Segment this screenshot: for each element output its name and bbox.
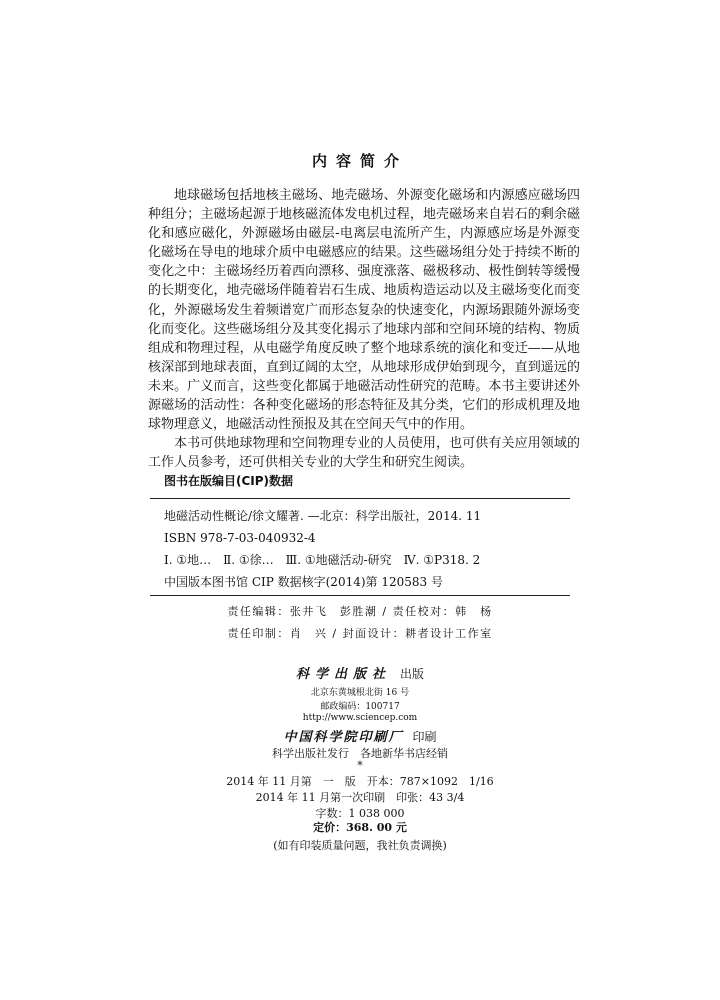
intro-paragraph: 地球磁场包括地核主磁场、地壳磁场、外源变化磁场和内源感应磁场四种组分；主磁场起源于地核磁流体发电机过程，地壳磁场来自岩石的剩余磁化和感应磁化，外源磁场由磁层-电离层电流所产生，内源感应场是外源变化磁场在导电的地球介质中电磁感应的结果。这些磁场组分处于持续不断的变化之中：主磁场经历着西向漂移、强度涨落、磁极移动、极性倒转等缓慢的长期变化，地壳磁场伴随着岩石生成、地质构造运动以及主磁场变化而变化，外源磁场发生着频谱宽广而形态复杂的快速变化，内源场跟随外源场变化而变化。这些磁场组分及其变化揭示了地球内部和空间环境的结构、物质组成和物理过程，从电磁学角度反映了整个地球系统的演化和变迁——从地核深部到地球表面，直到辽阔的太空，从地球形成伊始到现今，直到遥远的未来。广义而言，这些变化都属于地磁活动性研究的范畴。本书主要讲述外源磁场的活动性：各种变化磁场的形态特征及其分类，它们的形成机理及地球物理意义，地磁活动性预报及其在空间天气中的作用。: [148, 188, 580, 433]
cip-title: 图书在版编目(CIP)数据: [150, 470, 570, 499]
production-credits: 责任印制：肖 兴 / 封面设计：耕者设计工作室: [227, 627, 493, 640]
editor-credits: 责任编辑：张井飞 彭胜潮 / 责任校对：韩 杨: [227, 605, 493, 618]
separator-star: *: [357, 759, 363, 772]
word-count: 字数：1 038 000: [315, 807, 405, 820]
cip-data-block: [150, 470, 570, 596]
publisher-postcode: 邮政编码：100717: [320, 702, 400, 712]
edition-line: 2014 年 11 月第 一 版 开本：787×1092 1/16: [226, 775, 494, 788]
printer-suffix: 印刷: [412, 730, 437, 744]
price: 定价：368. 00 元: [313, 821, 407, 834]
cip-line-isbn: ISBN 978-7-03-040932-4: [164, 531, 316, 545]
cip-line-classification: Ⅰ. ①地… Ⅱ. ①徐… Ⅲ. ①地磁活动-研究 Ⅳ. ①P318. 2: [164, 553, 481, 567]
cip-line-title: 地磁活动性概论/徐文耀著. —北京：科学出版社，2014. 11: [164, 509, 482, 523]
quality-note: (如有印装质量问题，我社负责调换): [273, 839, 447, 852]
publisher-logo: 科学出版社: [295, 667, 391, 682]
intro-body: [148, 186, 580, 472]
printing-line: 2014 年 11 月第一次印刷 印张：43 3/4: [255, 791, 465, 804]
publisher-address: 北京东黄城根北街 16 号: [310, 688, 410, 698]
intro-paragraph: 本书可供地球物理和空间物理专业的人员使用，也可供有关应用领域的工作人员参考，还可供相关专业的大学生和研究生阅读。: [148, 436, 580, 471]
cip-line-record: 中国版本图书馆 CIP 数据核字(2014)第 120583 号: [150, 571, 570, 596]
publisher-suffix: 出版: [400, 667, 425, 681]
publisher-line: [0, 663, 720, 682]
distribution-line: 科学出版社发行 各地新华书店经销: [272, 747, 448, 760]
printer-line: [0, 726, 720, 745]
publisher-url: http://www.sciencep.com: [302, 713, 418, 723]
printer-logo: 中国科学院印刷厂: [283, 730, 404, 745]
intro-title: 内容简介: [311, 152, 408, 170]
